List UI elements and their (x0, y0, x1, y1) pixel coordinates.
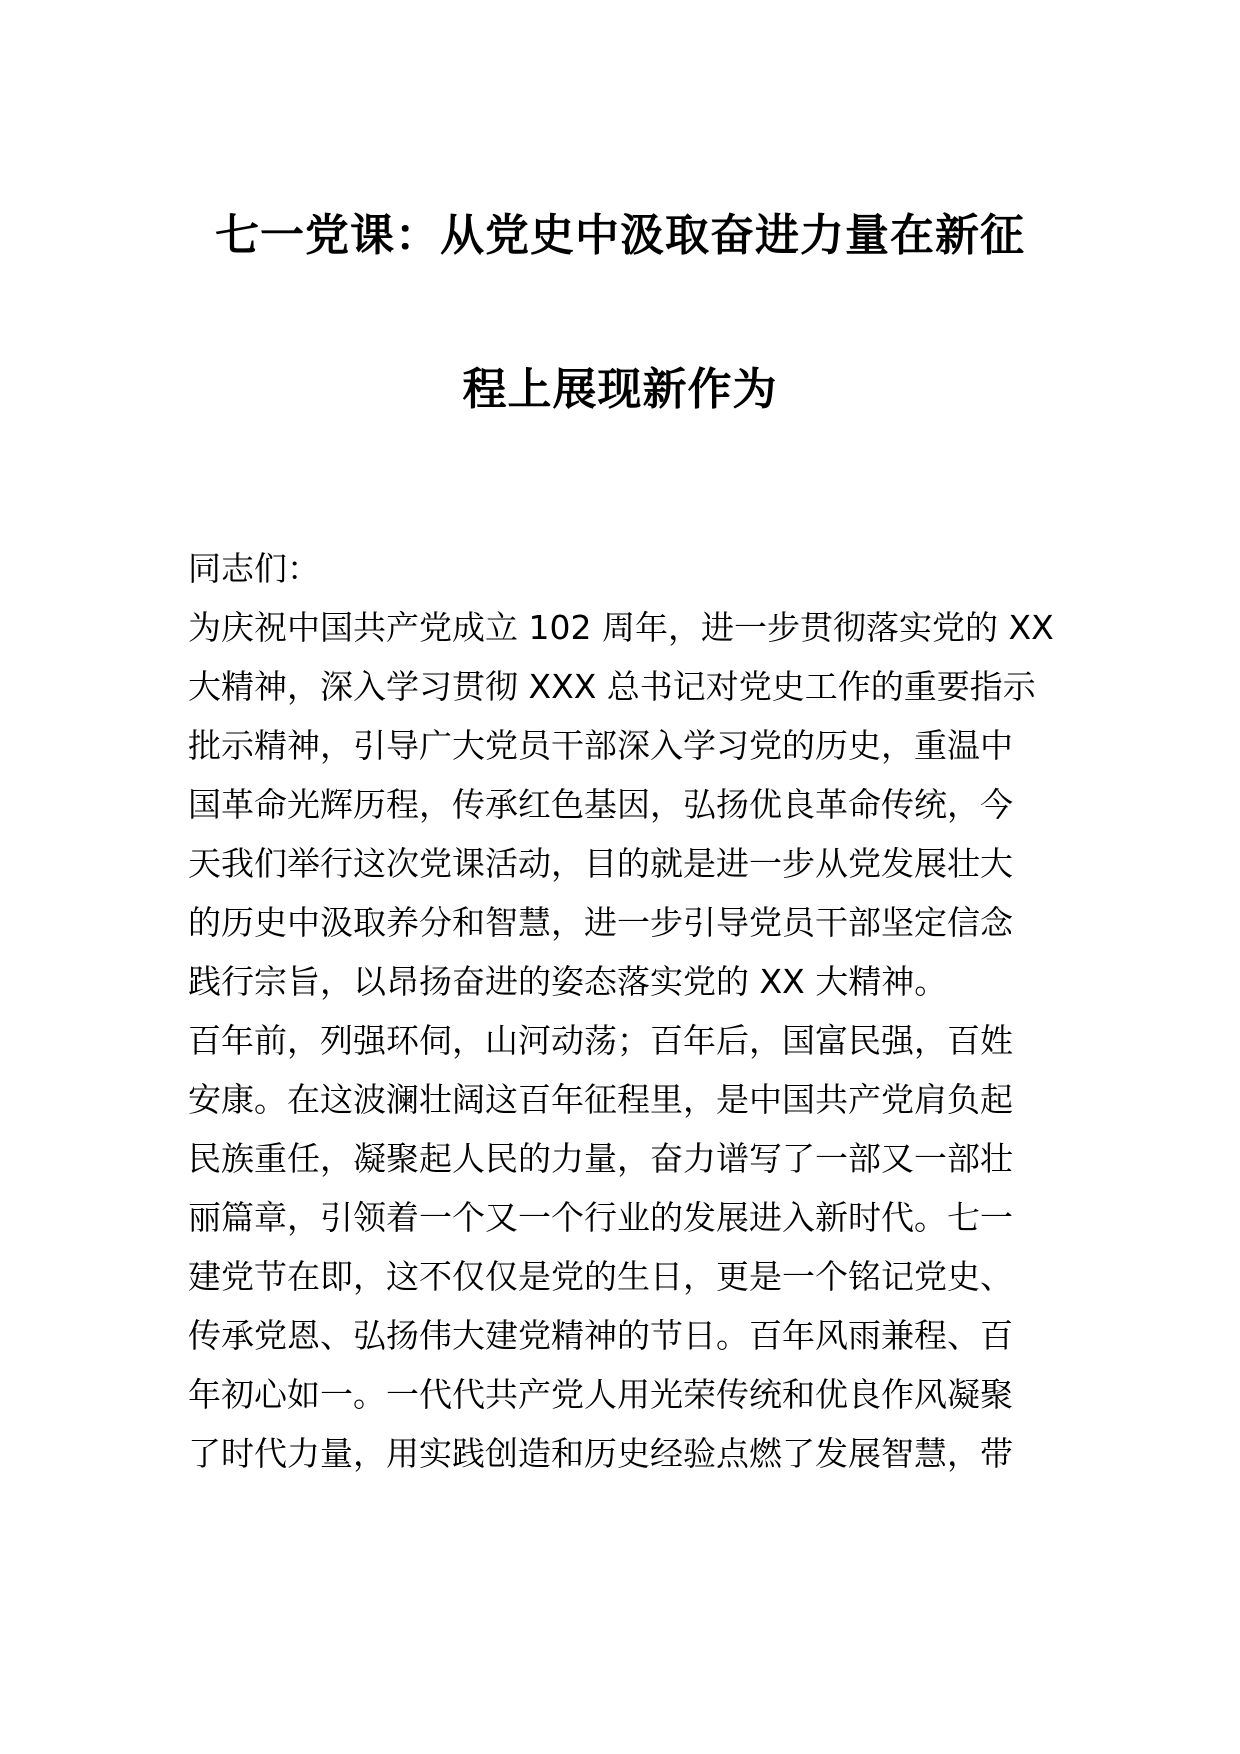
paragraph-1-line-6: 的历史中汲取养分和智慧，进一步引导党员干部坚定信念 (188, 903, 1013, 942)
paragraph-1-line-4: 国革命光辉历程，传承红色基因，弘扬优良革命传统，今 (188, 785, 1013, 824)
paragraph-1-line-7: 践行宗旨，以昂扬奋进的姿态落实党的 XX 大精神。 (188, 962, 948, 1001)
paragraph-2-line-3: 民族重任，凝聚起人民的力量，奋力谱写了一部又一部壮 (188, 1139, 1013, 1178)
paragraph-2-line-7: 年初心如一。一代代共产党人用光荣传统和优良作风凝聚 (188, 1375, 1013, 1414)
salutation: 同志们： (188, 549, 320, 588)
paragraph-1-line-5: 天我们举行这次党课活动，目的就是进一步从党发展壮大 (188, 844, 1013, 883)
document-title-line-2: 程上展现新作为 (462, 364, 778, 415)
paragraph-2-line-1: 百年前，列强环伺，山河动荡；百年后，国富民强，百姓 (188, 1021, 1013, 1060)
document-title-line-1: 七一党课：从党史中汲取奋进力量在新征 (215, 210, 1025, 261)
paragraph-2-line-2: 安康。在这波澜壮阔这百年征程里，是中国共产党肩负起 (188, 1080, 1013, 1119)
paragraph-1-line-2: 大精神，深入学习贯彻 XXX 总书记对党史工作的重要指示 (188, 667, 1036, 706)
paragraph-2-line-6: 传承党恩、弘扬伟大建党精神的节日。百年风雨兼程、百 (188, 1316, 1013, 1355)
paragraph-1-line-3: 批示精神，引导广大党员干部深入学习党的历史，重温中 (188, 726, 1013, 765)
paragraph-2-line-5: 建党节在即，这不仅仅是党的生日，更是一个铭记党史、 (188, 1257, 1013, 1296)
paragraph-2-line-4: 丽篇章，引领着一个又一个行业的发展进入新时代。七一 (188, 1198, 1013, 1237)
paragraph-1-line-1: 为庆祝中国共产党成立 102 周年，进一步贯彻落实党的 XX (188, 608, 1054, 647)
paragraph-2-line-8: 了时代力量，用实践创造和历史经验点燃了发展智慧，带 (188, 1434, 1013, 1473)
